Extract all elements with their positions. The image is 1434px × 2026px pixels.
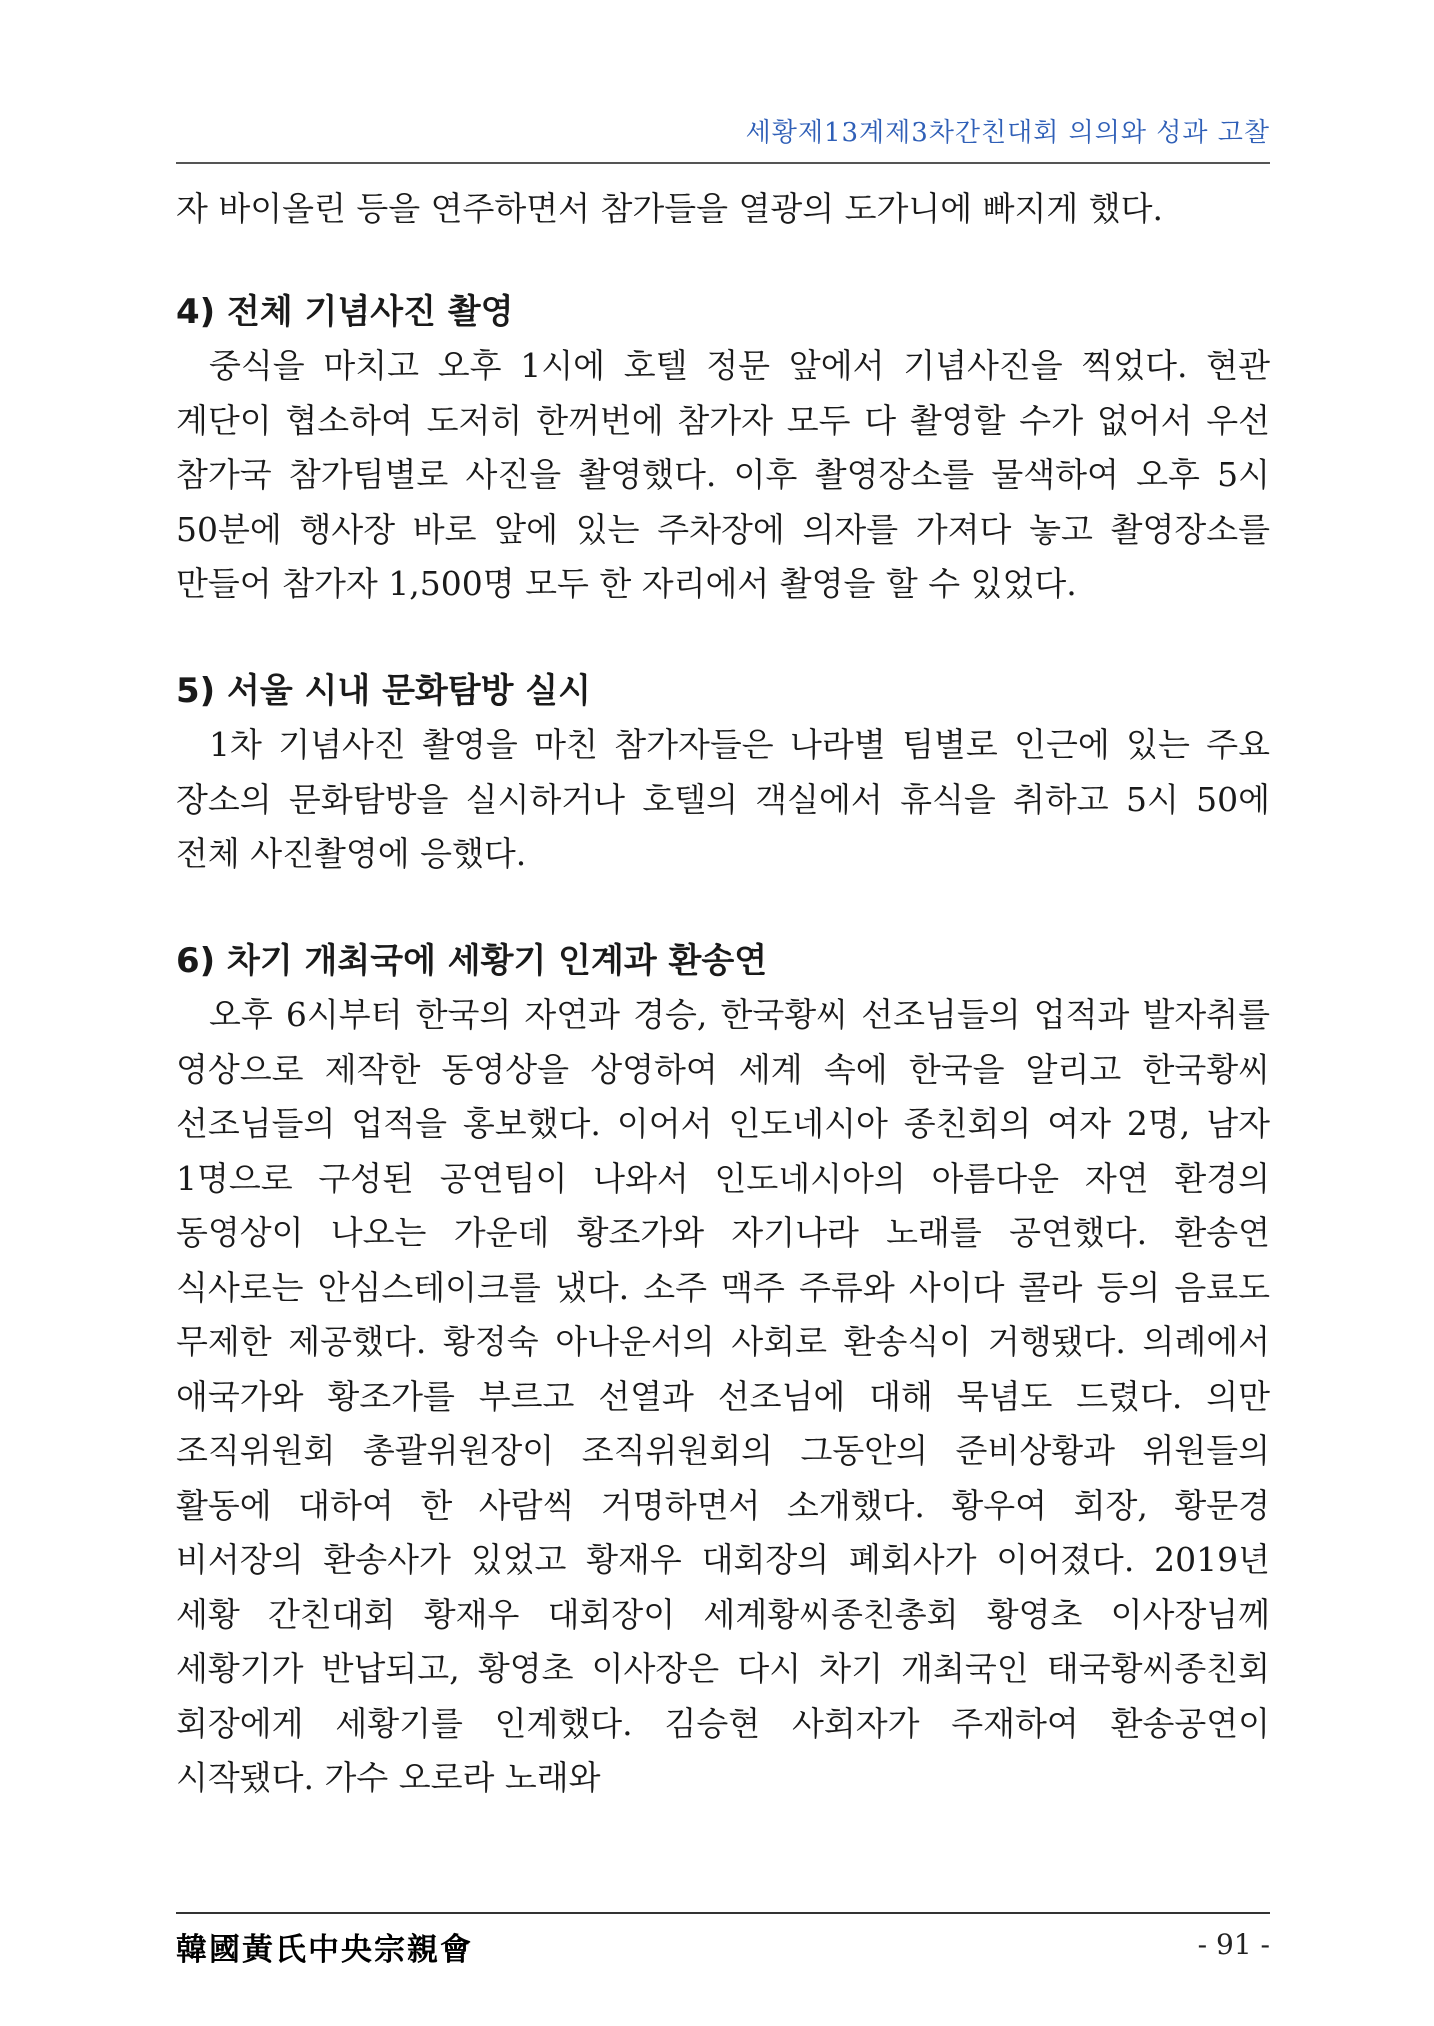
page-body — [176, 182, 1270, 1806]
page-number: - 91 - — [1197, 1928, 1270, 1961]
running-header: 세황제13계제3차간친대회 의의와 성과 고찰 — [745, 118, 1270, 148]
section-heading-flag-handover: 6) 차기 개최국에 세황기 인계과 환송연 — [176, 940, 768, 981]
section-spacer — [176, 612, 1270, 664]
section-paragraph-flag-handover: 오후 6시부터 한국의 자연과 경승, 한국황씨 선조님들의 업적과 발자취를 영상으로 제작한 동영상을 상영하여 세계 속에 한국을 알리고 한국황씨 선조님들의 업적을 홍보했다. 이어서 인도네시아 종친회의 여자 2명, 남자 1명으로 구성된 공연팀이 나와서 인도네시아의 아름다운 자연 환경의 동영상이 나오는 가운데 황조가와 자기나라 노래를 공연했다. 환송연 식사로는 안심스테이크를 냈다. 소주 맥주 주류와 사이다 콜라 등의 음료도 무제한 제공했다. 황정숙 아나운서의 사회로 환송식이 거행됐다. 의례에서 애국가와 황조가를 부르고 선열과 선조님에 대해 묵념도 드렸다. 의만 조직위원회 총괄위원장이 조직위원회의 그동안의 준비상황과 위원들의 활동에 대하여 한 사람씩 거명하면서 소개했다. 황우여 회장, 황문경 비서장의 환송사가 있었고 황재우 대회장의 폐회사가 이어졌다. 2019년 세황 간친대회 황재우 대회장이 세계황씨종친총회 황영초 이사장님께 세황기가 반납되고, 황영초 이사장은 다시 차기 개최국인 태국황씨종친회 회장에게 세황기를 인계했다. 김승현 사회자가 주재하여 환송공연이 시작됐다. 가수 오로라 노래와 — [176, 995, 1270, 1797]
section-spacer — [176, 237, 1270, 285]
section-paragraph-photo: 중식을 마치고 오후 1시에 호텔 정문 앞에서 기념사진을 찍었다. 현관 계단이 협소하여 도저히 한꺼번에 참가자 모두 다 촬영할 수가 없어서 우선 참가국 참가팀별로 사진을 촬영했다. 이후 촬영장소를 물색하여 오후 5시 50분에 행사장 바로 앞에 있는 주차장에 의자를 가져다 놓고 촬영장소를 만들어 참가자 1,500명 모두 한 자리에서 촬영을 할 수 있었다. — [176, 346, 1270, 603]
section-spacer — [176, 882, 1270, 934]
footer-organization: 韓國黃氏中央宗親會 — [176, 1932, 473, 1968]
section-paragraph-culture-tour: 1차 기념사진 촬영을 마친 참가자들은 나라별 팀별로 인근에 있는 주요 장소의 문화탐방을 실시하거나 호텔의 객실에서 휴식을 취하고 5시 50에 전체 사진촬영에 응했다. — [176, 725, 1270, 873]
section-heading-culture-tour: 5) 서울 시내 문화탐방 실시 — [176, 670, 591, 711]
header-rule — [176, 162, 1270, 164]
continuation-paragraph: 자 바이올린 등을 연주하면서 참가들을 열광의 도가니에 빠지게 했다. — [176, 189, 1163, 228]
section-heading-photo: 4) 전체 기념사진 촬영 — [176, 291, 514, 332]
footer-rule — [176, 1912, 1270, 1914]
